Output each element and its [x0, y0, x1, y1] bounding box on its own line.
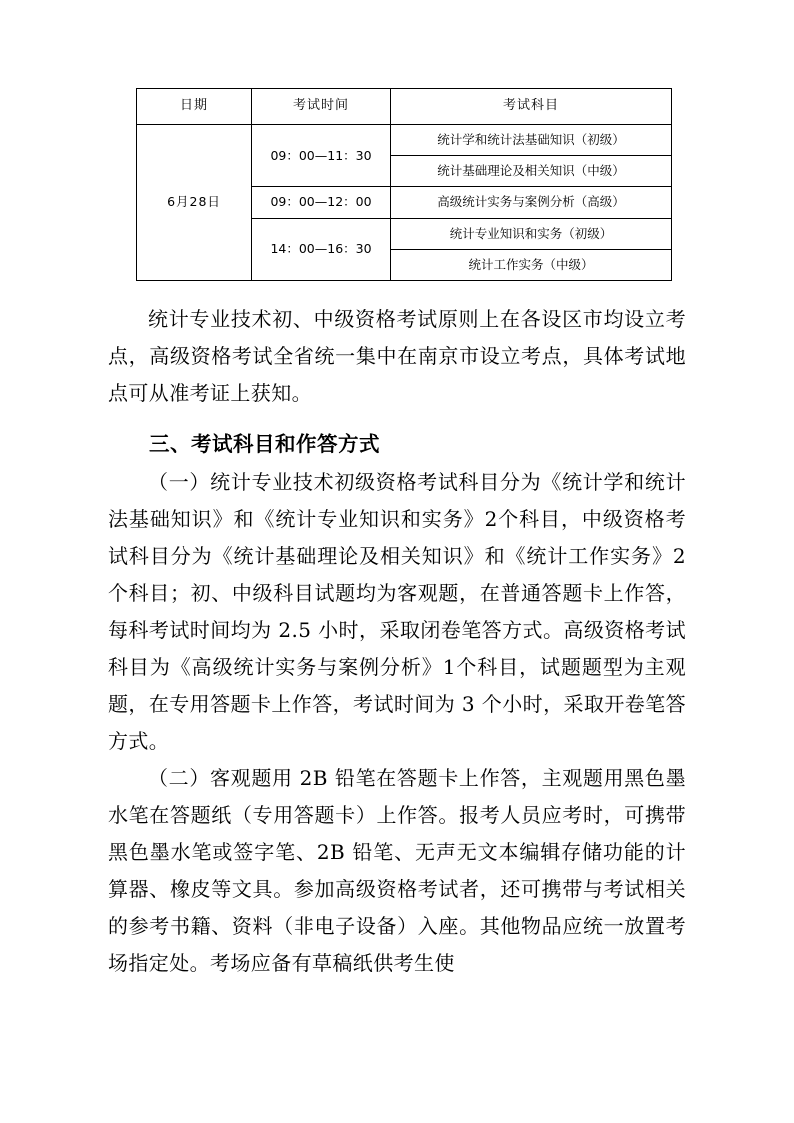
exam-schedule-table [136, 88, 672, 281]
paragraph-subjects: （一）统计专业技术初级资格考试科目分为《统计学和统计法基础知识》和《统计专业知识和实务》2个科目，中级资格考试科目分为《统计基础理论及相关知识》和《统计工作实务》2个科目；初、中级科目试题均为客观题，在普通答题卡上作答，每科考试时间均为 2.5 小时，采取闭卷笔答方式。高级资格考试科目为《高级统计实务与案例分析》1个科目，试题题型为主观题，在专用答题卡上作答，考试时间为 3 个小时，采取开卷笔答方式。 [108, 470, 686, 754]
cell-time-1: 09：00—11：30 [252, 124, 391, 187]
section-heading-three: 三、考试科目和作答方式 [149, 432, 380, 457]
cell-time-3: 14：00—16：30 [252, 218, 391, 281]
cell-subject-5: 统计工作实务（中级） [391, 249, 672, 280]
cell-date: 6月28日 [137, 124, 252, 280]
cell-subject-1: 统计学和统计法基础知识（初级） [391, 124, 672, 155]
cell-time-2: 09：00—12：00 [252, 187, 391, 218]
cell-subject-4: 统计专业知识和实务（初级） [391, 218, 672, 249]
table-header-row [137, 89, 672, 125]
header-subject: 考试科目 [391, 89, 672, 125]
header-date: 日期 [137, 89, 252, 125]
cell-subject-3: 高级统计实务与案例分析（高级） [391, 187, 672, 218]
paragraph-answer-method: （二）客观题用 2B 铅笔在答题卡上作答，主观题用黑色墨水笔在答题纸（专用答题卡）上作答。报考人员应考时，可携带黑色墨水笔或签字笔、2B 铅笔、无声无文本编辑存储功能的计算器、橡皮等文具。参加高级资格考试者，还可携带与考试相关的参考书籍、资料（非电子设备）入座。其他物品应统一放置考场指定处。考场应备有草稿纸供考生使 [108, 766, 686, 976]
table-row [137, 124, 672, 155]
header-time: 考试时间 [252, 89, 391, 125]
cell-subject-2: 统计基础理论及相关知识（中级） [391, 156, 672, 187]
paragraph-exam-sites: 统计专业技术初、中级资格考试原则上在各设区市均设立考点，高级资格考试全省统一集中在南京市设立考点，具体考试地点可从准考证上获知。 [108, 307, 686, 406]
